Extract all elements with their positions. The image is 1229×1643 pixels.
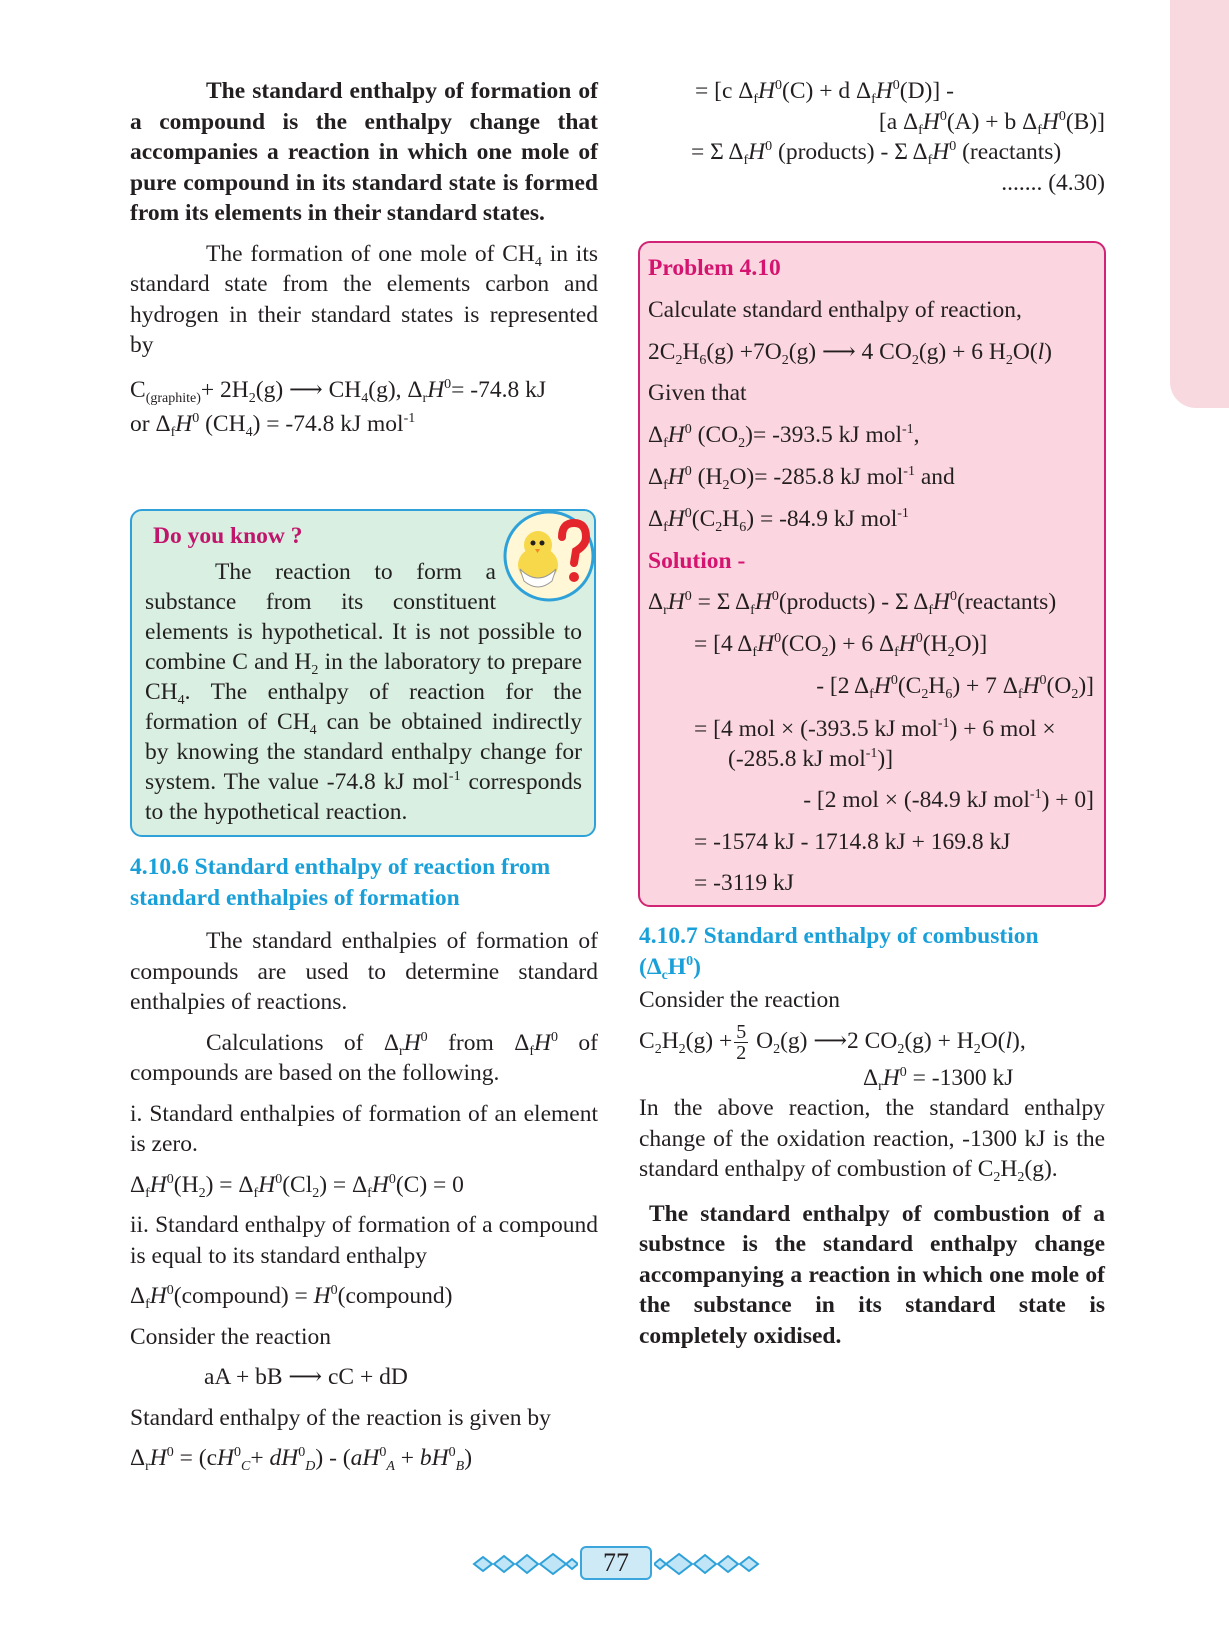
problem-equation: $2C_2H_6(g) +7O_2(g)$ ⟶ 4 $CO_2(g) + 6$ $H_2O(l)$ (648, 338, 1052, 368)
problem-task: Calculate standard enthalpy of reaction, (648, 296, 1022, 323)
definition-formation: The standard enthalpy of formation of a compound is the enthalpy change that accompanies a reaction in which one mole of pure compound in its standard state is formed from its elements in their standard states. (130, 78, 598, 226)
problem-title: Problem 4.10 (648, 255, 781, 281)
para-used: The standard enthalpies of formation of compounds are used to determine standard enthalpies of reactions. (130, 928, 598, 1015)
std-enthalpy-formula: $\Delta_rH^0 = (cH^0_C+ dH^0_D) - (aH^0_A + bH^0_B)$ (130, 1445, 473, 1474)
chick-question-mascot-icon (502, 509, 596, 603)
page-number: 77 (580, 1546, 652, 1580)
consider-reaction-left: Consider the reaction (130, 1323, 331, 1350)
left-diamond-ornament-icon (470, 1550, 578, 1578)
problem-box (638, 241, 1106, 907)
do-you-know-text-1: The reaction to form a substance from its constituent elements is hypothetical. It is not possible to combine C and $H_2$ (145, 559, 582, 678)
right-column-bottom (639, 921, 1105, 1351)
hess-line-3: = Σ $\Delta_fH^0$ (products) - Σ $\Delta_fH^0$ (reactants) (691, 139, 1062, 168)
combustion-enthalpy: $\Delta_rH^0 = -1300$ kJ (863, 1064, 1014, 1094)
combustion-paragraph: In the above reaction, the standard enthalpy change of the oxidation reaction, -1300 kJ is the standard enthalpy of combustion of $C_2H_2(g)$. (639, 1095, 1105, 1185)
generic-equation: aA + bB ⟶ cC + dD (204, 1364, 408, 1390)
ch4-paragraph: The formation of one mole of $CH_4$ in its standard state from the elements carbon and hydrogen in their standard states is represented by (130, 240, 599, 358)
page-footer (470, 1546, 760, 1582)
solution-line-4: = [4 mol × (-393.5 kJ mol$^{-1}$) + 6 mol × (694, 715, 1056, 742)
do-you-know-box (130, 509, 596, 837)
rule-i-equation: $\Delta_fH^0(H_2) = \Delta_fH^0(Cl_2) = \Delta_fH^0(C) = 0$ (130, 1171, 464, 1201)
do-you-know-text-2: in the laboratory to prepare $CH_4$. The enthalpy of reaction for the formation of $CH_4$ can be obtained indirectly by knowing the standard enthalpy change for system. The value -74.8 kJ mol$^{-1}$ corresponds to the hypothetical reaction. (145, 649, 582, 825)
equation-number: ....... (4.30) (1001, 169, 1105, 196)
solution-line-2: = [4 $\Delta_fH^0(CO_2) + 6$ $\Delta_fH^0(H_2O)$] (694, 631, 988, 661)
solution-line-6: - [2 mol × (-84.9 kJ mol$^{-1}$) + 0] (803, 786, 1094, 813)
right-column-top (639, 76, 1105, 198)
ch4-equation: $C_{(graphite)}+ 2H_2(g)$ ⟶ $CH_4(g)$, $\Delta_rH^0= -74.8$ kJ (130, 376, 547, 406)
solution-line-5: (-285.8 kJ mol$^{-1}$)] (728, 745, 894, 772)
solution-line-7: = -1574 kJ - 1714.8 kJ + 169.8 kJ (694, 828, 1011, 855)
definition-combustion: The standard enthalpy of combustion of a substnce is the standard enthalpy change accompanying a reaction in which one mole of the substance in its standard state is completely oxidised. (639, 1200, 1105, 1349)
left-column-bottom (130, 852, 598, 1474)
rule-i: i. Standard enthalpies of formation of an element is zero. (130, 1100, 598, 1157)
ch4-equation-2: or $\Delta_fH^0$ $(CH_4) = -74.8$ kJ mol$^{-1}$ (130, 411, 416, 440)
rule-ii-equation: $\Delta_fH^0(compound)$ = $H^0(compound)$ (130, 1283, 453, 1312)
hess-line-2: [a $\Delta_fH^0(A) + b$ $\Delta_fH^0(B)$] (878, 108, 1105, 138)
do-you-know-title: Do you know ? (153, 523, 303, 549)
solution-line-8: = -3119 kJ (694, 870, 794, 897)
combustion-equation: $C_2H_2(g)$ + $\frac{5}{2}$ $O_2(g)$ ⟶2 $CO_2(g) + H_2O(l)$, (639, 1020, 1026, 1064)
section-4-10-6-heading: 4.10.6 Standard enthalpy of reaction from standard enthalpies of formation (130, 854, 551, 911)
consider-reaction-right: Consider the reaction (639, 987, 840, 1013)
chapter-edge-tab (1170, 0, 1229, 408)
problem-given: Given that (648, 380, 747, 407)
given-c2h6: $\Delta_fH^0(C_2H_6) = -84.9$ kJ mol$^{-1}$ (648, 505, 909, 535)
std-enthalpy-given: Standard enthalpy of the reaction is given by (130, 1404, 551, 1431)
para-calc: Calculations of $\Delta_rH^0$ from $\Delta_fH^0$ of compounds are based on the following. (130, 1029, 598, 1086)
rule-ii: ii. Standard enthalpy of formation of a compound is equal to its standard enthalpy (130, 1212, 598, 1269)
solution-title: Solution - (648, 547, 746, 574)
hess-line-1: = [c $\Delta_fH^0(C) + d$ $\Delta_fH^0(D)$] - (695, 78, 954, 107)
given-h2o: $\Delta_fH^0$ $(H_2O)= -285.8$ kJ mol$^{-1}$ and (648, 463, 955, 493)
section-4-10-7-heading: 4.10.7 Standard enthalpy of combustion $(\Delta_cH^0)$ (639, 923, 1039, 983)
given-co2: $\Delta_fH^0$ $(CO_2)= -393.5$ kJ mol$^{-1}$, (648, 422, 920, 452)
right-diamond-ornament-icon (654, 1550, 762, 1578)
left-column-top (130, 76, 598, 440)
solution-line-1: $\Delta_rH^0 = \Sigma$ $\Delta_fH^0(products)$ - Σ $\Delta_fH^0(reactants)$ (648, 589, 1057, 619)
solution-line-3: - [2 $\Delta_fH^0(C_2H_6) + 7$ $\Delta_fH^0(O_2)$] (816, 672, 1094, 702)
